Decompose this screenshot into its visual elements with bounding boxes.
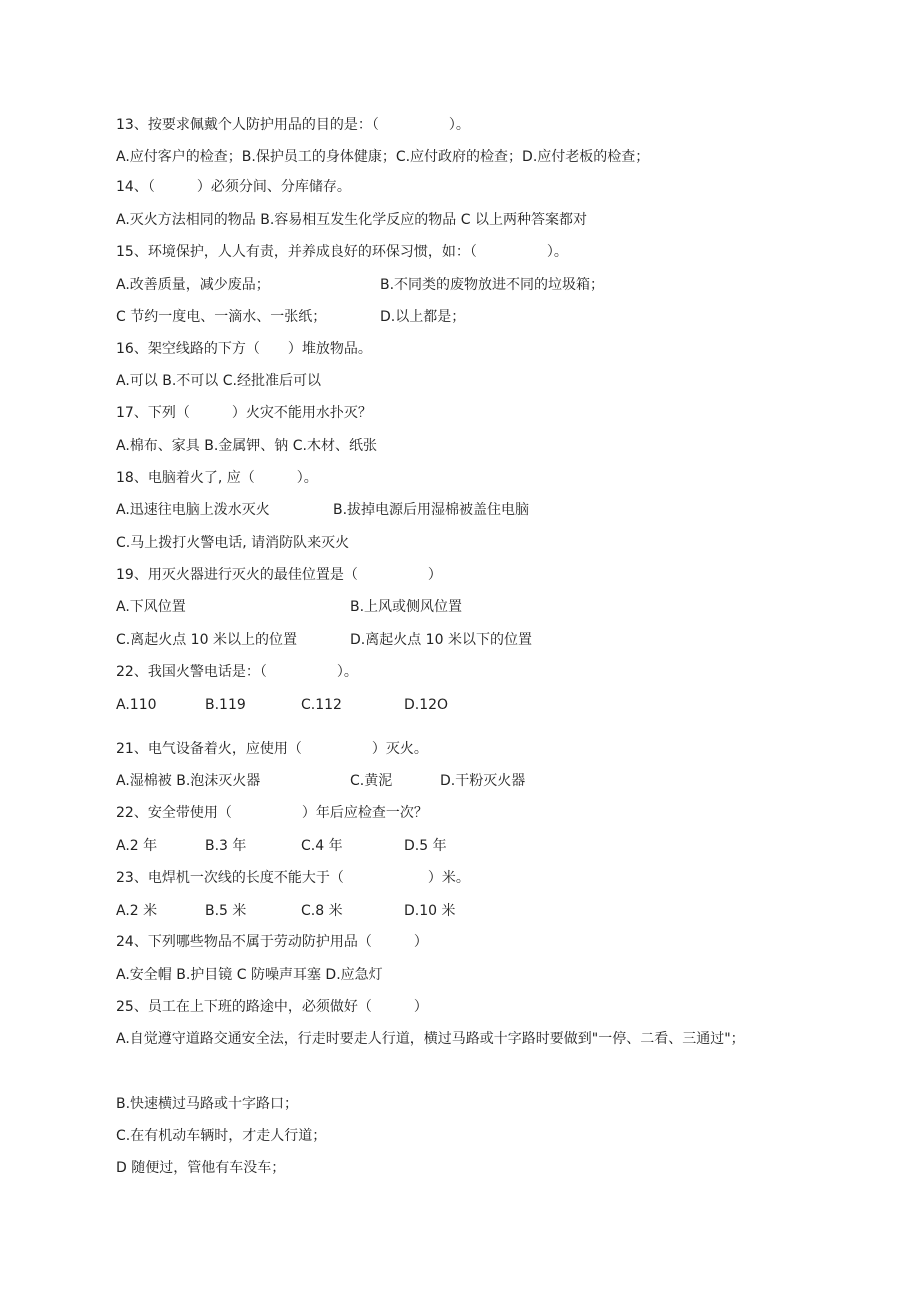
question-22-safety-belt: 22、安全带使用（ ）年后应检查一次？ [116, 805, 428, 821]
question-24: 24、下列哪些物品不属于劳动防护用品（ ） [116, 934, 428, 950]
question-17-options: A.棉布、家具 B.金属钾、钠 C.木材、纸张 [116, 438, 377, 454]
question-22-fire-number-option-d: D.12O [404, 697, 449, 713]
question-19-option-a: A.下风位置 [116, 599, 186, 615]
question-23: 23、电焊机一次线的长度不能大于（ ）米。 [116, 870, 470, 886]
question-22-fire-number: 22、我国火警电话是：（ ）。 [116, 664, 358, 680]
question-17: 17、下列（ ）火灾不能用水扑灭？ [116, 405, 372, 421]
question-18: 18、电脑着火了, 应（ ）。 [116, 470, 318, 486]
question-19-option-d: D.离起火点 10 米以下的位置 [350, 632, 532, 648]
question-13-options: A.应付客户的检查；B.保护员工的身体健康；C.应付政府的检查；D.应付老板的检查； [116, 149, 650, 165]
question-15-option-d: D.以上都是； [380, 309, 466, 325]
question-23-option-d: D.10 米 [404, 903, 456, 919]
question-21: 21、电气设备着火，应使用（ ）灭火。 [116, 741, 428, 757]
question-15: 15、环境保护，人人有责，并养成良好的环保习惯，如：（ ）。 [116, 244, 568, 260]
question-16: 16、架空线路的下方（ ）堆放物品。 [116, 341, 372, 357]
question-18-option-a: A.迅速往电脑上泼水灭火 [116, 502, 270, 518]
question-14: 14、（ ）必须分间、分库储存。 [116, 179, 351, 195]
question-19-option-c: C.离起火点 10 米以上的位置 [116, 632, 297, 648]
question-21-option-c: C.黄泥 [350, 773, 393, 789]
question-18-option-c: C.马上拨打火警电话, 请消防队来灭火 [116, 535, 350, 551]
question-22-safety-belt-option-b: B.3 年 [205, 838, 247, 854]
question-22-fire-number-option-a: A.110 [116, 697, 157, 713]
question-25: 25、员工在上下班的路途中，必须做好（ ） [116, 999, 428, 1015]
question-15-option-b: B.不同类的废物放进不同的垃圾箱； [380, 277, 605, 293]
question-22-safety-belt-option-d: D.5 年 [404, 838, 447, 854]
question-23-option-c: C.8 米 [301, 903, 343, 919]
question-16-options: A.可以 B.不可以 C.经批准后可以 [116, 373, 321, 389]
question-18-option-b: B.拔掉电源后用湿棉被盖住电脑 [333, 502, 530, 518]
question-13: 13、按要求佩戴个人防护用品的目的是：（ ）。 [116, 117, 470, 133]
question-23-option-a: A.2 米 [116, 903, 158, 919]
question-24-options: A.安全帽 B.护目镜 C 防噪声耳塞 D.应急灯 [116, 967, 383, 983]
question-14-options: A.灭火方法相同的物品 B.容易相互发生化学反应的物品 C 以上两种答案都对 [116, 212, 587, 228]
question-25-option-d: D 随便过，管他有车没车； [116, 1160, 286, 1176]
question-22-safety-belt-option-c: C.4 年 [301, 838, 343, 854]
question-25-option-b: B.快速横过马路或十字路口； [116, 1096, 299, 1112]
question-25-option-c: C.在有机动车辆时，才走人行道； [116, 1128, 327, 1144]
question-19-option-b: B.上风或侧风位置 [350, 599, 463, 615]
question-21-option-d: D.干粉灭火器 [440, 773, 526, 789]
question-22-fire-number-option-c: C.112 [301, 697, 342, 713]
question-19: 19、用灭火器进行灭火的最佳位置是（ ） [116, 567, 442, 583]
question-21-options-ab: A.湿棉被 B.泡沫灭火器 [116, 773, 261, 789]
question-22-fire-number-option-b: B.119 [205, 697, 246, 713]
question-25-option-a: A.自觉遵守道路交通安全法，行走时要走人行道，横过马路或十字路时要做到"一停、二看、三通过"； [116, 1031, 745, 1047]
question-15-option-c: C 节约一度电、一滴水、一张纸； [116, 309, 327, 325]
question-15-option-a: A.改善质量，减少废品； [116, 277, 270, 293]
question-22-safety-belt-option-a: A.2 年 [116, 838, 158, 854]
question-23-option-b: B.5 米 [205, 903, 247, 919]
